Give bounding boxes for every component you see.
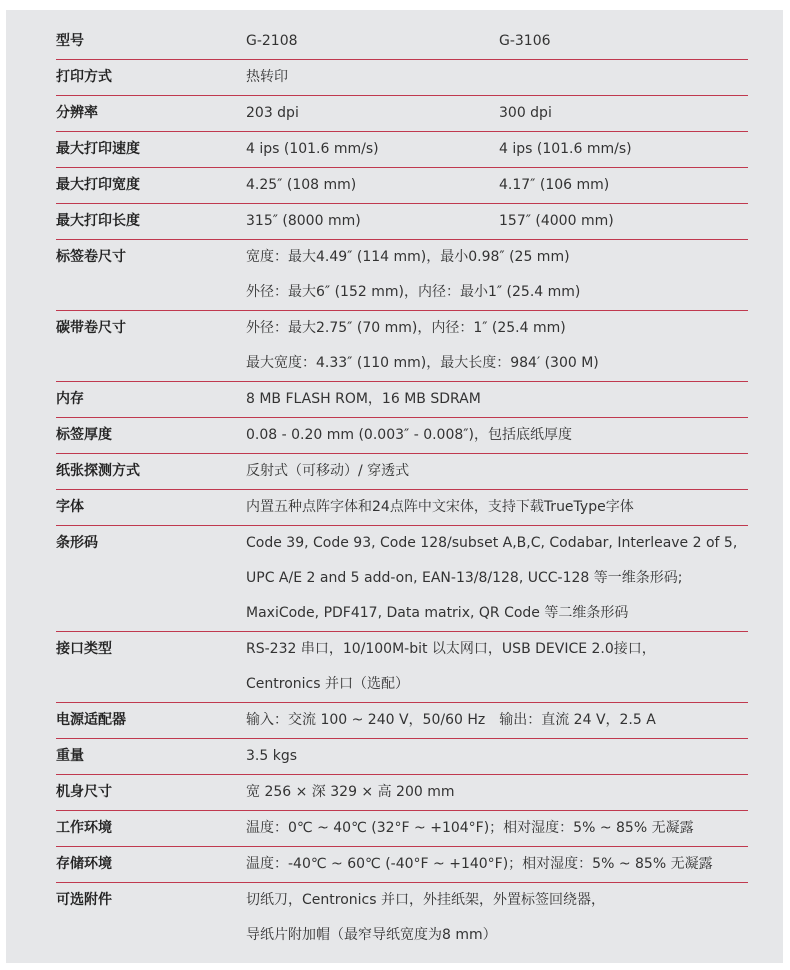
spec-value: 导纸片附加帽（最窄导纸宽度为8 mm） [246, 927, 497, 943]
spec-label: 最大打印速度 [56, 141, 140, 157]
spec-value-g2108: 315″ (8000 mm) [246, 213, 361, 229]
spec-value: 温度：-40℃ ~ 60℃ (-40°F ~ +140°F)；相对湿度：5% ~ 85% 无凝露 [246, 856, 713, 872]
spec-value: Centronics 并口（选配） [246, 676, 409, 692]
spec-label: 电源适配器 [56, 712, 126, 728]
spec-label: 字体 [56, 499, 84, 515]
spec-label: 工作环境 [56, 820, 112, 836]
spec-label: 分辨率 [56, 105, 98, 121]
spec-row-dimensions [56, 775, 748, 811]
spec-row-memory [56, 382, 748, 418]
spec-row-max-width [56, 168, 748, 204]
spec-value: 外径：最大6″ (152 mm)，内径：最小1″ (25.4 mm) [246, 284, 581, 300]
spec-value: 输入：交流 100 ~ 240 V，50/60 Hz 输出：直流 24 V，2.5 A [246, 712, 656, 728]
spec-label: 最大打印长度 [56, 213, 140, 229]
spec-row-storage-env [56, 847, 748, 883]
spec-label: 条形码 [56, 535, 98, 551]
spec-value: 3.5 kgs [246, 748, 298, 764]
spec-value: 内置五种点阵字体和24点阵中文宋体，支持下载TrueType字体 [246, 499, 634, 515]
spec-label: 型号 [56, 33, 84, 49]
spec-value: 热转印 [246, 69, 288, 85]
spec-label: 机身尺寸 [56, 784, 112, 800]
spec-label: 重量 [56, 748, 84, 764]
spec-value: 0.08 - 0.20 mm (0.003″ - 0.008″)，包括底纸厚度 [246, 427, 572, 443]
spec-sheet [6, 10, 783, 963]
spec-value: 宽度：最大4.49″ (114 mm)，最小0.98″ (25 mm) [246, 249, 570, 265]
spec-value-g2108: 4.25″ (108 mm) [246, 177, 357, 193]
spec-value: RS-232 串口，10/100M-bit 以太网口，USB DEVICE 2.0接口， [246, 641, 656, 657]
spec-row-ribbon-roll [56, 311, 748, 382]
spec-value: 温度：0℃ ~ 40℃ (32°F ~ +104°F)；相对湿度：5% ~ 85% 无凝露 [246, 820, 694, 836]
spec-value: UPC A/E 2 and 5 add-on, EAN-13/8/128, UCC-128 等一维条形码; [246, 570, 683, 586]
spec-row-label-thickness [56, 418, 748, 454]
spec-value-g2108: 203 dpi [246, 105, 299, 121]
spec-value: 宽 256 × 深 329 × 高 200 mm [246, 784, 455, 800]
spec-label: 碳带卷尺寸 [56, 320, 126, 336]
spec-row-barcodes [56, 526, 748, 632]
spec-row-resolution [56, 96, 748, 132]
spec-value-g3106: 157″ (4000 mm) [499, 213, 614, 229]
spec-row-weight [56, 739, 748, 775]
spec-value: 切纸刀，Centronics 并口，外挂纸架，外置标签回绕器， [246, 892, 605, 908]
spec-label: 接口类型 [56, 641, 112, 657]
spec-label: 内存 [56, 391, 84, 407]
spec-value: 外径：最大2.75″ (70 mm)，内径：1″ (25.4 mm) [246, 320, 566, 336]
spec-row-print-method [56, 60, 748, 96]
spec-label: 可选附件 [56, 892, 112, 908]
spec-row-fonts [56, 490, 748, 526]
spec-row-max-speed [56, 132, 748, 168]
spec-row-max-length [56, 204, 748, 240]
spec-value-g3106: 4.17″ (106 mm) [499, 177, 610, 193]
spec-label: 打印方式 [56, 69, 112, 85]
spec-label: 标签厚度 [56, 427, 112, 443]
spec-value: 8 MB FLASH ROM，16 MB SDRAM [246, 391, 481, 407]
spec-row-interfaces [56, 632, 748, 703]
spec-label: 标签卷尺寸 [56, 249, 126, 265]
spec-row-options [56, 883, 748, 953]
spec-row-model [56, 24, 748, 60]
spec-row-label-roll [56, 240, 748, 311]
spec-value-g3106: 300 dpi [499, 105, 552, 121]
spec-value: MaxiCode, PDF417, Data matrix, QR Code 等二维条形码 [246, 605, 629, 621]
spec-label: 纸张探测方式 [56, 463, 140, 479]
spec-value: 最大宽度：4.33″ (110 mm)，最大长度：984′ (300 M) [246, 355, 599, 371]
spec-row-operating-env [56, 811, 748, 847]
spec-row-power [56, 703, 748, 739]
spec-label: 最大打印宽度 [56, 177, 140, 193]
spec-value-g3106: G-3106 [499, 33, 551, 49]
spec-value-g2108: G-2108 [246, 33, 298, 49]
spec-value: 反射式（可移动）/ 穿透式 [246, 463, 410, 479]
spec-row-paper-sensing [56, 454, 748, 490]
spec-table [56, 24, 748, 953]
spec-value: Code 39, Code 93, Code 128/subset A,B,C, Codabar, Interleave 2 of 5, [246, 535, 738, 551]
spec-label: 存储环境 [56, 856, 112, 872]
spec-value-g3106: 4 ips (101.6 mm/s) [499, 141, 632, 157]
spec-value-g2108: 4 ips (101.6 mm/s) [246, 141, 379, 157]
